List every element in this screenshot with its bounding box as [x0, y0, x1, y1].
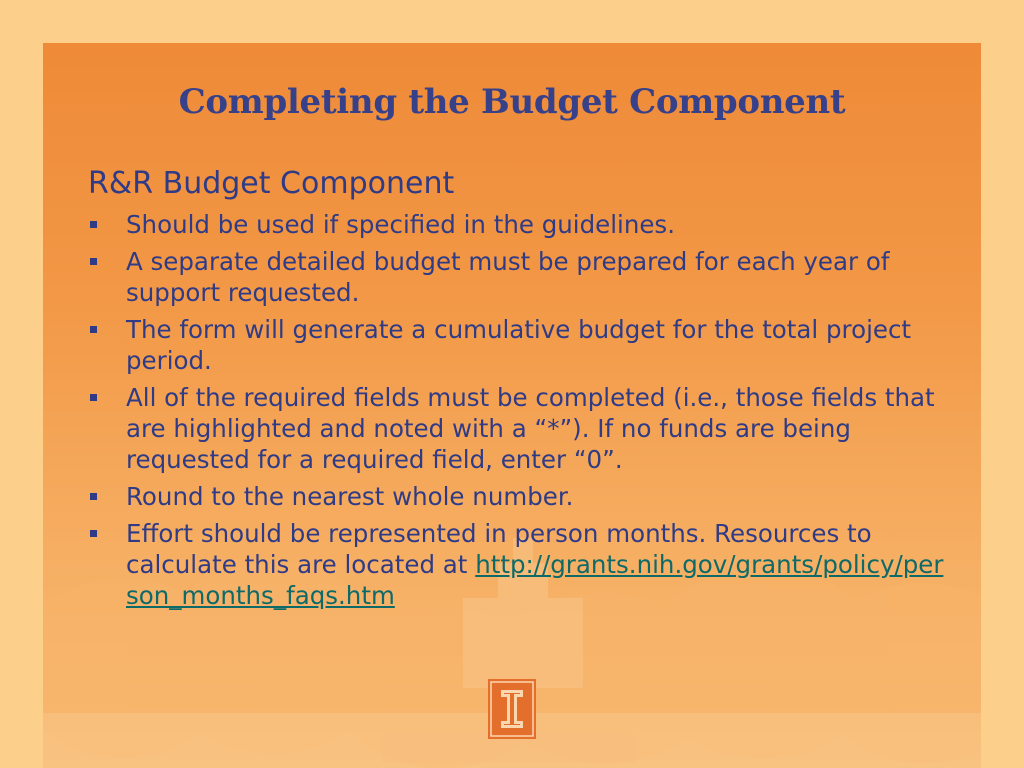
square-bullet-icon	[90, 258, 97, 265]
square-bullet-icon	[90, 530, 97, 537]
bullet-item	[88, 314, 948, 376]
bullet-text: A separate detailed budget must be prepared for each year of support requested.	[126, 247, 890, 307]
bullet-item	[88, 382, 948, 475]
square-bullet-icon	[90, 326, 97, 333]
bullet-item	[88, 246, 948, 308]
bullet-text: All of the required fields must be completed (i.e., those fields that are highlighted and noted with a “*”). If no funds are being requested for a required field, enter “0”.	[126, 383, 935, 474]
square-bullet-icon	[90, 394, 97, 401]
bullet-text: Effort should be represented in person months. Resources to calculate this are located at	[126, 519, 872, 579]
bullet-list	[88, 209, 948, 611]
bullet-text: Should be used if specified in the guidelines.	[126, 210, 675, 239]
bullet-item	[88, 518, 948, 611]
bullet-text: The form will generate a cumulative budget for the total project period.	[126, 315, 912, 375]
square-bullet-icon	[90, 493, 97, 500]
section-heading: R&R Budget Component	[88, 166, 455, 201]
slide-content	[88, 165, 948, 611]
illinois-block-i-icon	[488, 679, 536, 739]
bullet-text: Round to the nearest whole number.	[126, 482, 574, 511]
bullet-item	[88, 209, 948, 240]
square-bullet-icon	[90, 221, 97, 228]
slide-title: Completing the Budget Component	[178, 82, 846, 122]
bullet-item	[88, 481, 948, 512]
person-months-faq-link[interactable]: http://grants.nih.gov/grants/policy/person_months_faqs.htm	[126, 550, 944, 610]
